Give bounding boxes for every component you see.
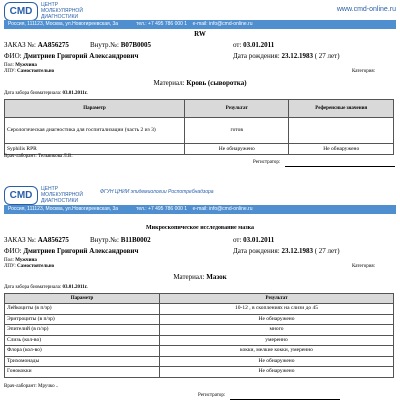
dob-label: Дата рождения: [233, 52, 280, 60]
contact-strip [4, 205, 396, 214]
table-cell: Эпителий (в п/зр) [5, 325, 160, 336]
doctor-label: Врач-лаборант: [4, 154, 37, 159]
doctor-line [4, 384, 58, 390]
column-header: Референсные значения [289, 100, 394, 118]
address-text: Россия, 111123, Москва, ул.Новогиреевская, 3а [8, 21, 119, 27]
sex-value: Мужчина [15, 63, 37, 68]
table-cell: Трихомонады [5, 356, 160, 367]
column-header: Результат [185, 100, 289, 118]
table-cell: 10-12 , в скоплениях на слизи до 45 [160, 304, 394, 315]
internal-label: Внутр.№: [90, 41, 119, 49]
category-label: Категория: [352, 264, 376, 269]
sex-label: Пол: [4, 258, 14, 263]
doc1-header [4, 0, 396, 29]
table-header-row [5, 294, 394, 304]
dob-line [233, 52, 340, 61]
patient-name: Дмитриев Григорий Александрович [23, 247, 139, 255]
age-value: ( 27 лет) [314, 52, 340, 60]
material-value: Мазок [206, 273, 227, 281]
sample-date-label: Дата забора биоматериала: [4, 91, 62, 96]
order-date: 03.01.2011 [243, 41, 275, 49]
table-cell: Гонококки [5, 367, 160, 378]
contact-strip [4, 20, 396, 29]
table-cell: Не обнаружено [289, 144, 394, 155]
dob-line [233, 247, 340, 256]
table-cell: Слизь (кол-во) [5, 335, 160, 346]
cmd-logo: CMD [4, 2, 38, 21]
table-row [5, 314, 394, 325]
lpu-line [4, 264, 54, 270]
lpu-label: ЛПУ: [4, 264, 16, 269]
lpu-label: ЛПУ: [4, 69, 16, 74]
name-label: ФИО: [4, 52, 22, 60]
doctor-line [4, 154, 73, 160]
table-row [5, 356, 394, 367]
sample-date-line [4, 285, 88, 291]
table-cell: умеренно [160, 335, 394, 346]
order-label: ЗАКАЗ №: [4, 41, 36, 49]
doctor-name: Тельвикова Л.В. [38, 154, 73, 159]
doctor-label: Врач-лаборант: [4, 384, 37, 389]
email-text: e-mail: info@cmd-online.ru [192, 206, 253, 212]
material-label: Материал: [173, 273, 205, 281]
table-cell: Не обнаружено [185, 144, 289, 155]
table-row [5, 304, 394, 315]
sample-date-value: 03.01.2011г. [62, 285, 88, 290]
results-table-2 [4, 293, 394, 378]
logo-caption [41, 2, 83, 20]
material-line [0, 79, 400, 88]
table-cell: кокки, мелкие кокки, умеренно [160, 346, 394, 357]
phone-text: тел.: +7 495 786 000 1 [136, 206, 188, 212]
internal-number: B07B0005 [120, 41, 152, 49]
table-cell: Лейкоциты (в п/зр) [5, 304, 160, 315]
sex-value: Мужчина [15, 258, 37, 263]
table-cell: Не обнаружено [160, 356, 394, 367]
email-text: e-mail: info@cmd-online.ru [192, 21, 253, 27]
patient-name-line [4, 52, 138, 61]
order-line [4, 236, 69, 245]
internal-line [90, 41, 151, 50]
dob-label: Дата рождения: [233, 247, 280, 255]
doc2-header [4, 184, 396, 214]
order-label: ЗАКАЗ №: [4, 236, 36, 244]
date-line [233, 236, 274, 245]
table-row [5, 325, 394, 336]
logo-caption-line: МОЛЕКУЛЯРНОЙ [41, 8, 83, 14]
table-row [5, 367, 394, 378]
logo-caption-line: ДИАГНОСТИКИ [41, 14, 79, 20]
table-cell [289, 118, 394, 144]
table-cell: готов [185, 118, 289, 144]
internal-label: Внутр.№: [90, 236, 119, 244]
section-code: RW [194, 30, 206, 38]
dob-value: 23.12.1983 [281, 52, 313, 60]
registrar-label: Регистратор: [253, 160, 281, 165]
name-label: ФИО: [4, 247, 22, 255]
internal-number: B11B0002 [120, 236, 151, 244]
material-label: Материал: [153, 79, 185, 87]
order-number: AA856275 [37, 236, 69, 244]
logo-caption-line: ЦЕНТР [41, 2, 59, 8]
sample-date-value: 03.01.2011г. [62, 91, 88, 96]
address-text: Россия, 111123, Москва, ул.Новогиреевская, 3а [8, 206, 119, 212]
table-cell: много [160, 325, 394, 336]
material-value: Кровь (сыворотка) [186, 79, 247, 87]
column-header: Параметр [5, 294, 160, 304]
logo-caption-line: ЦЕНТР [41, 186, 59, 192]
table-cell: Флора (кол-во) [5, 346, 160, 357]
table-row [5, 144, 394, 155]
table-cell: Серологическая диагностика для госпитализации (часть 2 из 3) [5, 118, 185, 144]
logo-caption-line: МОЛЕКУЛЯРНОЙ [41, 192, 83, 198]
logo-caption [41, 186, 83, 204]
cmd-logo: CMD [4, 186, 38, 205]
table-cell: Эритроциты (в п/зр) [5, 314, 160, 325]
table-row [5, 335, 394, 346]
order-date: 03.01.2011 [243, 236, 275, 244]
table-row [5, 118, 394, 144]
results-table-1 [4, 99, 394, 155]
sample-date-label: Дата забора биоматериала: [4, 285, 62, 290]
lpu-value: Самостоятельно [17, 264, 55, 269]
sample-date-line [4, 91, 88, 97]
date-label: от: [233, 41, 242, 49]
column-header: Результат [160, 294, 394, 304]
column-header: Параметр [5, 100, 185, 118]
internal-line [90, 236, 151, 245]
order-line [4, 41, 69, 50]
age-value: ( 27 лет) [314, 247, 340, 255]
lpu-value: Самостоятельно [17, 69, 55, 74]
table-header-row [5, 100, 394, 118]
site-link[interactable]: www.cmd-online.ru [336, 6, 396, 13]
patient-name: Дмитриев Григорий Александрович [23, 52, 139, 60]
patient-name-line [4, 247, 138, 256]
lpu-line [4, 69, 54, 75]
organization-name: ФГУН ЦНИИ эпидемиологии Роспотребнадзора [100, 189, 214, 195]
table-cell: Syphilis RPR [5, 144, 185, 155]
doctor-name: Мручко .. [38, 384, 59, 389]
date-label: от: [233, 236, 242, 244]
table-cell: Не обнаружено [160, 314, 394, 325]
material-line [0, 273, 400, 282]
phone-text: тел.: +7 495 786 000 1 [136, 21, 188, 27]
section-title: Микроскопическое исследование мазка [146, 225, 254, 231]
signature-line [285, 166, 395, 167]
registrar-label: Регистратор: [198, 393, 226, 398]
logo-caption-line: ДИАГНОСТИКИ [41, 198, 79, 204]
dob-value: 23.12.1983 [281, 247, 313, 255]
table-row [5, 346, 394, 357]
order-number: AA856275 [37, 41, 69, 49]
table-cell: Не обнаружено [160, 367, 394, 378]
date-line [233, 41, 274, 50]
sex-label: Пол: [4, 63, 14, 68]
category-label: Категория: [352, 69, 376, 74]
